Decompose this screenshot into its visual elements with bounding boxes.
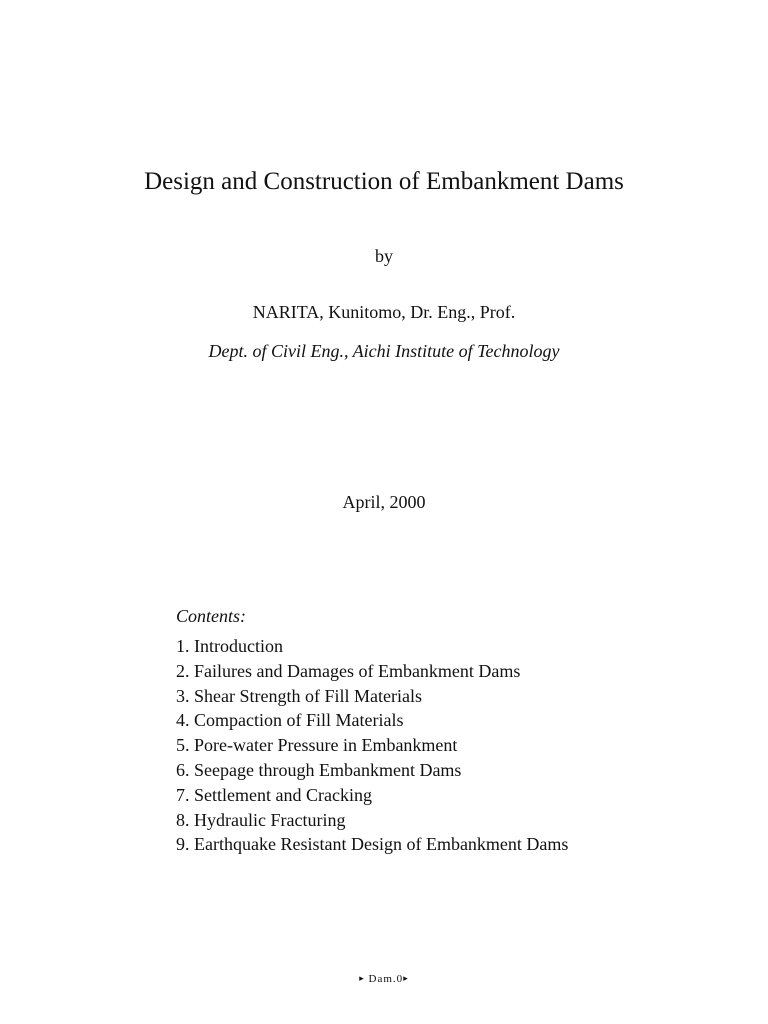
publication-date: April, 2000 [342,492,426,512]
contents-item: 1. Introduction [176,636,283,656]
contents-item: 8. Hydraulic Fracturing [176,809,346,830]
table-of-contents [176,604,736,857]
contents-item: 5. Pore-water Pressure in Embankment [176,735,458,756]
contents-item: 4. Compaction of Fill Materials [176,710,404,731]
left-marker-icon: ▸ [359,973,365,983]
author-name: NARITA, Kunitomo, Dr. Eng., Prof. [252,302,516,322]
contents-item: 7. Settlement and Cracking [176,784,372,805]
author-affiliation: Dept. of Civil Eng., Aichi Institute of Technology [208,341,560,361]
page-label: Dam.0 [368,973,404,985]
right-marker-icon: ▸ [403,973,409,983]
contents-heading: Contents: [176,606,246,626]
contents-list [176,634,736,857]
contents-item: 2. Failures and Damages of Embankment Dams [176,660,521,681]
document-title: Design and Construction of Embankment Dams [144,168,624,195]
page-footer [0,973,768,985]
by-line: by [375,246,393,266]
contents-item: 9. Earthquake Resistant Design of Embankment Dams [176,834,569,855]
contents-item: 6. Seepage through Embankment Dams [176,759,462,780]
contents-item: 3. Shear Strength of Fill Materials [176,685,422,706]
